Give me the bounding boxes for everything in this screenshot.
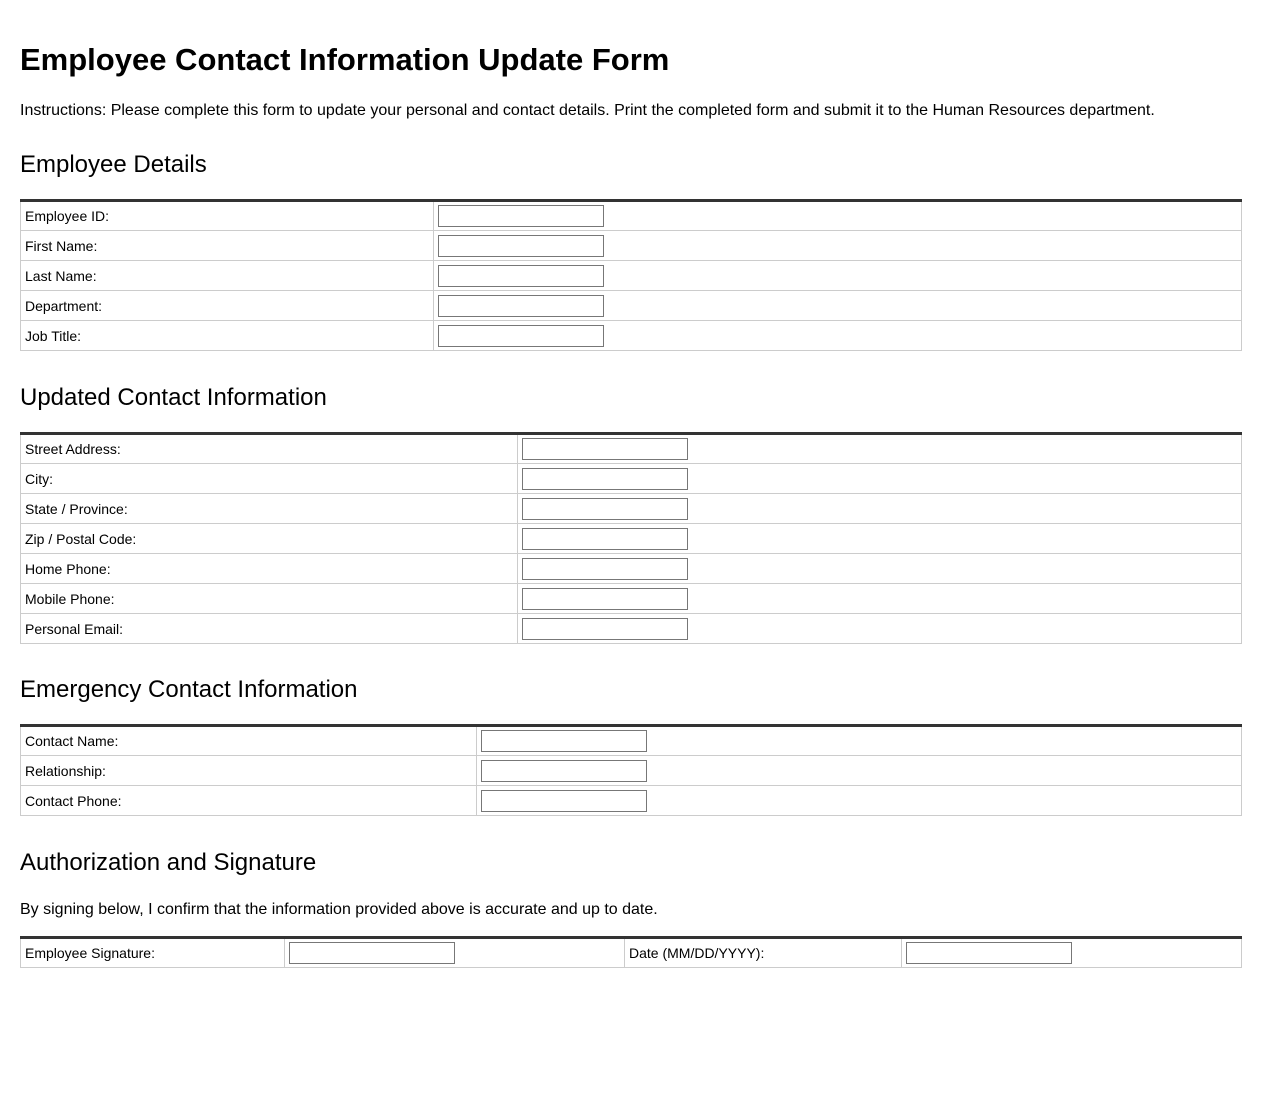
department-cell bbox=[434, 291, 1242, 321]
signature-field[interactable] bbox=[289, 942, 455, 964]
employee-details-table bbox=[20, 199, 1242, 351]
personal-email-label: Personal Email: bbox=[21, 614, 518, 644]
contact-name-label: Contact Name: bbox=[21, 726, 477, 756]
state-province-label: State / Province: bbox=[21, 494, 518, 524]
contact-info-table bbox=[20, 432, 1242, 644]
table-row bbox=[21, 434, 1242, 464]
relationship-field[interactable] bbox=[481, 760, 647, 782]
table-row bbox=[21, 554, 1242, 584]
street-address-cell bbox=[518, 434, 1242, 464]
authorization-note: By signing below, I confirm that the information provided above is accurate and up to date. bbox=[20, 901, 658, 918]
first-name-cell bbox=[434, 231, 1242, 261]
personal-email-field[interactable] bbox=[522, 618, 688, 640]
contact-phone-field[interactable] bbox=[481, 790, 647, 812]
table-row bbox=[21, 786, 1242, 816]
home-phone-label: Home Phone: bbox=[21, 554, 518, 584]
date-field[interactable] bbox=[906, 942, 1072, 964]
table-row bbox=[21, 524, 1242, 554]
table-row bbox=[21, 726, 1242, 756]
signature-cell bbox=[285, 938, 625, 968]
job-title-label: Job Title: bbox=[21, 321, 434, 351]
contact-name-cell bbox=[477, 726, 1242, 756]
contact-info-heading: Updated Contact Information bbox=[20, 384, 327, 411]
last-name-field[interactable] bbox=[438, 265, 604, 287]
table-row bbox=[21, 231, 1242, 261]
signature-label: Employee Signature: bbox=[21, 938, 285, 968]
employee-id-cell bbox=[434, 201, 1242, 231]
table-row bbox=[21, 614, 1242, 644]
first-name-label: First Name: bbox=[21, 231, 434, 261]
job-title-field[interactable] bbox=[438, 325, 604, 347]
table-row bbox=[21, 756, 1242, 786]
street-address-label: Street Address: bbox=[21, 434, 518, 464]
state-province-field[interactable] bbox=[522, 498, 688, 520]
city-label: City: bbox=[21, 464, 518, 494]
mobile-phone-label: Mobile Phone: bbox=[21, 584, 518, 614]
last-name-label: Last Name: bbox=[21, 261, 434, 291]
zip-code-label: Zip / Postal Code: bbox=[21, 524, 518, 554]
job-title-cell bbox=[434, 321, 1242, 351]
street-address-field[interactable] bbox=[522, 438, 688, 460]
home-phone-field[interactable] bbox=[522, 558, 688, 580]
contact-phone-label: Contact Phone: bbox=[21, 786, 477, 816]
relationship-label: Relationship: bbox=[21, 756, 477, 786]
table-row bbox=[21, 201, 1242, 231]
contact-name-field[interactable] bbox=[481, 730, 647, 752]
signature-table bbox=[20, 936, 1242, 968]
authorization-heading: Authorization and Signature bbox=[20, 849, 317, 876]
last-name-cell bbox=[434, 261, 1242, 291]
table-row bbox=[21, 938, 1242, 968]
table-row bbox=[21, 321, 1242, 351]
date-label: Date (MM/DD/YYYY): bbox=[625, 938, 902, 968]
table-row bbox=[21, 261, 1242, 291]
employee-id-field[interactable] bbox=[438, 205, 604, 227]
state-province-cell bbox=[518, 494, 1242, 524]
contact-phone-cell bbox=[477, 786, 1242, 816]
table-row bbox=[21, 584, 1242, 614]
city-field[interactable] bbox=[522, 468, 688, 490]
page-title: Employee Contact Information Update Form bbox=[20, 42, 670, 77]
date-cell bbox=[902, 938, 1242, 968]
instructions-text: Instructions: Please complete this form to update your personal and contact details. Print the completed form and submit it to the Human Resources department. bbox=[20, 102, 1155, 119]
personal-email-cell bbox=[518, 614, 1242, 644]
table-row bbox=[21, 291, 1242, 321]
department-field[interactable] bbox=[438, 295, 604, 317]
mobile-phone-cell bbox=[518, 584, 1242, 614]
table-row bbox=[21, 494, 1242, 524]
employee-details-heading: Employee Details bbox=[20, 151, 207, 178]
city-cell bbox=[518, 464, 1242, 494]
department-label: Department: bbox=[21, 291, 434, 321]
employee-id-label: Employee ID: bbox=[21, 201, 434, 231]
relationship-cell bbox=[477, 756, 1242, 786]
zip-code-field[interactable] bbox=[522, 528, 688, 550]
zip-code-cell bbox=[518, 524, 1242, 554]
home-phone-cell bbox=[518, 554, 1242, 584]
mobile-phone-field[interactable] bbox=[522, 588, 688, 610]
table-row bbox=[21, 464, 1242, 494]
emergency-contact-table bbox=[20, 724, 1242, 816]
first-name-field[interactable] bbox=[438, 235, 604, 257]
emergency-contact-heading: Emergency Contact Information bbox=[20, 676, 358, 703]
